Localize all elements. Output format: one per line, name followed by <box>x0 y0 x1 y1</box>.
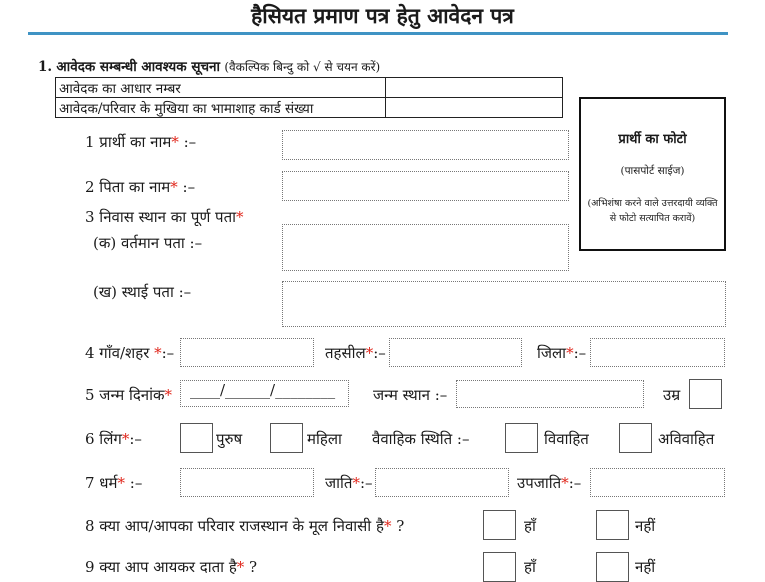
permanent-address-field[interactable] <box>282 281 726 327</box>
q8-yes-checkbox[interactable] <box>483 510 516 540</box>
gender-label: 6 लिंग*:– <box>85 430 142 448</box>
male-checkbox[interactable] <box>180 423 213 453</box>
married-checkbox[interactable] <box>505 423 538 453</box>
village-city-label: 4 गाँव/शहर *:– <box>85 344 175 362</box>
birth-place-field[interactable] <box>456 380 644 408</box>
bhamashah-label: आवेदक/परिवार के मुखिया का भामाशाह कार्ड संख्या <box>56 98 386 118</box>
female-checkbox[interactable] <box>270 423 303 453</box>
married-label: विवाहित <box>544 430 589 448</box>
applicant-name-field[interactable] <box>282 130 569 160</box>
village-city-field[interactable] <box>180 338 314 367</box>
birth-place-label: जन्म स्थान :– <box>373 386 448 404</box>
aadhaar-label: आवेदक का आधार नम्बर <box>56 78 386 98</box>
caste-field[interactable] <box>375 468 509 497</box>
q8-label: 8 क्या आप/आपका परिवार राजस्थान के मूल निवासी है* ? <box>85 517 405 535</box>
applicant-name-label: 1 प्रार्थी का नाम* :– <box>85 133 197 151</box>
section-1-heading <box>38 57 380 75</box>
q9-label: 9 क्या आप आयकर दाता है* ? <box>85 558 258 576</box>
title-divider <box>28 32 728 35</box>
female-label: महिला <box>307 430 342 448</box>
unmarried-checkbox[interactable] <box>619 423 652 453</box>
section-note: (वैकल्पिक बिन्दु को √ से चयन करें) <box>224 60 381 74</box>
q8-no-label: नहीं <box>635 517 656 535</box>
q9-yes-label: हाँ <box>524 558 536 576</box>
address-heading: 3 निवास स्थान का पूर्ण पता* <box>85 208 244 226</box>
aadhaar-input[interactable] <box>386 78 563 98</box>
district-label: जिला*:– <box>537 344 587 362</box>
photo-note: (अभिशंषा करने वाले उत्तरदायी व्यक्ति से फोटो सत्यापित करावें) <box>587 198 718 224</box>
dob-label: 5 जन्म दिनांक* <box>85 386 173 404</box>
q8-yes-label: हाँ <box>524 517 536 535</box>
section-number: 1. <box>38 59 53 75</box>
tehsil-label: तहसील*:– <box>325 344 386 362</box>
marital-status-label: वैवाहिक स्थिति :– <box>372 430 470 448</box>
subcaste-field[interactable] <box>590 468 725 497</box>
father-name-label: 2 पिता का नाम* :– <box>85 178 196 196</box>
male-label: पुरुष <box>216 430 243 448</box>
age-field[interactable] <box>689 379 722 409</box>
subcaste-label: उपजाति*:– <box>517 474 582 492</box>
current-address-field[interactable] <box>282 224 569 271</box>
bhamashah-input[interactable] <box>386 98 563 118</box>
religion-label: 7 धर्म* :– <box>85 474 143 492</box>
tehsil-field[interactable] <box>389 338 522 367</box>
caste-label: जाति*:– <box>325 474 373 492</box>
permanent-address-label: (ख) स्थाई पता :– <box>93 283 192 301</box>
q8-no-checkbox[interactable] <box>596 510 629 540</box>
section-title: आवेदक सम्बन्धी आवश्यक सूचना <box>56 59 221 75</box>
photo-box[interactable] <box>579 97 726 251</box>
current-address-label: (क) वर्तमान पता :– <box>93 234 203 252</box>
photo-title: प्रार्थी का फोटो <box>618 132 687 147</box>
dob-blank: ____/______/________ <box>190 381 336 399</box>
q9-no-checkbox[interactable] <box>596 552 629 582</box>
q9-yes-checkbox[interactable] <box>483 552 516 582</box>
q9-no-label: नहीं <box>635 558 656 576</box>
religion-field[interactable] <box>180 468 314 497</box>
unmarried-label: अविवाहित <box>658 430 715 448</box>
father-name-field[interactable] <box>282 171 569 201</box>
id-table <box>55 77 563 118</box>
age-label: उम्र <box>663 386 681 404</box>
district-field[interactable] <box>590 338 725 367</box>
form-title: हैसियत प्रमाण पत्र हेतु आवेदन पत्र <box>251 3 514 28</box>
photo-size: (पासपोर्ट साईज) <box>620 165 685 177</box>
